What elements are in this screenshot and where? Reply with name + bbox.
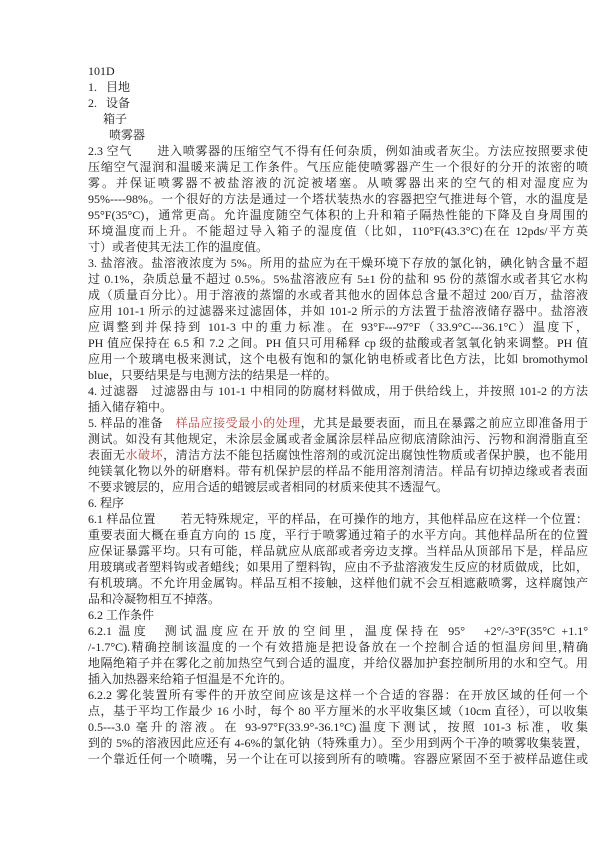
doc-text: 6.2.2 雾化装置所有零件的开放空间应该是这样一个合适的容器：在开放区域的任何一个 <box>88 688 588 702</box>
doc-line <box>88 719 588 735</box>
doc-line <box>88 383 588 399</box>
doc-text: 到的 5%的溶液因此应还有 4-6%的氯化钠（特殊重力）。至少用到两个干净的喷雾收集装置， <box>88 736 588 750</box>
doc-line <box>88 223 588 239</box>
doc-text: blue，只要结果是与电测方法的结果是一样的。 <box>88 368 337 382</box>
doc-line <box>88 591 588 607</box>
doc-text: 过 0.1%，杂质总量不超过 0.5%。5%盐溶液应有 5±1 份的盐和 95 份的蒸馏水或者其它水构 <box>88 272 588 286</box>
doc-line <box>88 463 588 479</box>
doc-text: ，尤其是最要表面，而且在暴露之前应立即准备用于 <box>300 416 588 430</box>
doc-text: 雾。并保证喷雾器不被盐溶液的沉淀被堵塞。从喷雾器出来的空气的相对湿度应为 <box>88 176 588 190</box>
doc-text: 应保证暴露平均。只有可能，样品就应从底部或者旁边支撑。当样品从顶部吊下是，样品应 <box>88 544 588 558</box>
doc-text: 点，基于平均工作最少 16 小时，每个 80 平方厘米的水平收集区域（10cm 直径），可以收集 <box>88 704 588 718</box>
doc-line <box>88 447 588 463</box>
doc-line <box>88 191 588 207</box>
doc-line <box>88 751 588 767</box>
document-text-block <box>88 63 588 767</box>
doc-text: 有机玻璃。不允许用金属钩。样品互相不接触，这样他们就不会互相遮蔽喷雾，这样腐蚀产 <box>88 576 588 590</box>
doc-text: 地隔绝箱子并在雾化之前加热空气到合适的温度，并给仪器加护套控制所用的水和空气。用 <box>88 656 588 670</box>
doc-text: 应调整到并保持到 101-3 中的重力标准。在 93°F---97°F（33.9°C---36.1°C）温度下， <box>88 320 588 334</box>
doc-text: 1. 目地 <box>88 80 131 94</box>
doc-text: 应用 101-1 所示的过滤器来过滤固体，并如 101-2 所示的方法置于盐溶液储存器中。盐溶液 <box>88 304 588 318</box>
doc-text-red-emphasis: 水破坏 <box>125 448 164 462</box>
doc-text: 5. 样品的准备 <box>88 416 176 430</box>
doc-text: 品和冷凝物相互不掉落。 <box>88 592 221 606</box>
doc-text: 表面无 <box>88 448 126 462</box>
doc-line <box>88 479 588 495</box>
doc-line <box>88 79 588 95</box>
doc-text: 0.5---3.0 毫升的溶液。在 93-97°F(33.9°-36.1°C)温度下测试，按照 101-3 标准，收集 <box>88 720 588 734</box>
doc-line <box>88 495 588 511</box>
doc-line <box>88 367 588 383</box>
doc-text: 纯镁氧化物以外的研磨料。带有机保护层的样品不能用溶剂清洁。样品有切掉边缘或者表面 <box>88 464 588 478</box>
doc-text: ，清洁方法不能包括腐蚀性溶剂的或沉淀出腐蚀性物质或者保护膜，也不能用 <box>163 448 588 462</box>
doc-line <box>88 111 588 127</box>
doc-line <box>88 319 588 335</box>
doc-line <box>88 671 588 687</box>
doc-line <box>88 543 588 559</box>
doc-text: 6.1 样品位置 若无特殊规定，平的样品，在可操作的地方，其他样品应在这样一个位置： <box>88 512 588 526</box>
doc-text: 箱子 <box>88 112 128 126</box>
doc-line <box>88 559 588 575</box>
doc-line <box>88 239 588 255</box>
doc-text: 一个靠近任何一个喷嘴，另一个让在可以接到所有的喷嘴。容器应紧固不至于被样品遮住或 <box>88 752 588 766</box>
doc-line <box>88 95 588 111</box>
doc-text: /-1.7°C).精确控制该温度的一个有效措施是把设备放在一个控制合适的恒温房间里,精确 <box>88 640 588 654</box>
doc-line <box>88 639 588 655</box>
doc-line <box>88 127 588 143</box>
doc-text: 6.2.1 温度 测试温度应在开放的空间里，温度保持在 95° +2°/-3°F(35°C +1.1° <box>88 624 588 638</box>
doc-text: 不要求镀层的，应用合适的蜡镀层或者相同的材质来使其不透湿气。 <box>88 480 449 494</box>
doc-text: 3. 盐溶液。盐溶液浓度为 5%。所用的盐应为在干燥环境下存放的氯化钠，碘化钠含量不超 <box>88 256 588 270</box>
doc-text: 插入加热器来给箱子恒温是不允许的。 <box>88 672 293 686</box>
doc-text: 6.2 工作条件 <box>88 608 155 622</box>
doc-line <box>88 703 588 719</box>
doc-line <box>88 399 588 415</box>
doc-text-red-emphasis: 样品应接受最小的处理 <box>175 416 301 430</box>
doc-line <box>88 687 588 703</box>
doc-text: 插入储存箱中。 <box>88 400 173 414</box>
doc-line <box>88 655 588 671</box>
doc-text: 重要表面大概在垂直方向的 15 度，平行于喷雾通过箱子的水平方向。其他样品所在的位置 <box>88 528 588 542</box>
doc-text: 2.3 空气 进入喷雾器的压缩空气不得有任何杂质，例如油或者灰尘。方法应按照要求使 <box>88 144 588 158</box>
doc-text: 95%----98%。一个很好的方法是通过一个塔状装热水的容器把空气推进每个管，水的温度是 <box>88 192 588 206</box>
doc-line <box>88 431 588 447</box>
doc-text: 寸）或者使其无法工作的温度值。 <box>88 240 269 254</box>
doc-line <box>88 175 588 191</box>
doc-text: 101D <box>88 64 115 78</box>
doc-line <box>88 271 588 287</box>
doc-line <box>88 207 588 223</box>
doc-line <box>88 63 588 79</box>
doc-line <box>88 735 588 751</box>
doc-text: 成（质量百分比）。用于溶液的蒸馏的水或者其他水的固体总含量不超过 200/百万，盐溶液 <box>88 288 588 302</box>
doc-text: 环境温度而上升。不能超过导入箱子的湿度值（比如，110°F(43.3°C)在在 12pds/平方英 <box>88 224 588 238</box>
doc-text: PH 值应保持在 6.5 和 7.2 之间。PH 值只可用稀释 cp 级的盐酸或者氢氧化钠来调整。PH 值 <box>88 336 588 350</box>
doc-text: 4. 过滤器 过滤器由与 101-1 中相同的防腐材料做成，用于供给线上，并按照 101-2 的方法 <box>88 384 588 398</box>
doc-text: 应用一个玻璃电极来测试，这个电极有饱和的氯化钠电桥或者比色方法，比如 bromothymol <box>88 352 588 366</box>
doc-line <box>88 335 588 351</box>
doc-line <box>88 623 588 639</box>
doc-line <box>88 575 588 591</box>
doc-line <box>88 415 588 431</box>
doc-line <box>88 143 588 159</box>
doc-text: 2. 设备 <box>88 96 131 110</box>
doc-text: 6. 程序 <box>88 496 125 510</box>
doc-line <box>88 527 588 543</box>
doc-text: 测试。如没有其他规定，未涂层金属或者金属涂层样品应彻底清除油污、污物和润滑脂直至 <box>88 432 588 446</box>
doc-line <box>88 287 588 303</box>
doc-line <box>88 607 588 623</box>
doc-line <box>88 303 588 319</box>
doc-text: 用玻璃或者塑料钩或者蜡线；如果用了塑料钩，应由不予盐溶液发生反应的材质做成，比如， <box>88 560 588 574</box>
doc-line <box>88 255 588 271</box>
doc-text: 95°F(35°C)，通常更高。允许温度随空气体积的上升和箱子隔热性能的下降及自身周围的 <box>88 208 588 222</box>
doc-text: 喷雾器 <box>88 128 146 142</box>
doc-line <box>88 511 588 527</box>
doc-text: 压缩空气湿润和温暖来满足工作条件。气压应能使喷雾器产生一个很好的分开的浓密的喷 <box>88 160 588 174</box>
doc-line <box>88 351 588 367</box>
doc-line <box>88 159 588 175</box>
